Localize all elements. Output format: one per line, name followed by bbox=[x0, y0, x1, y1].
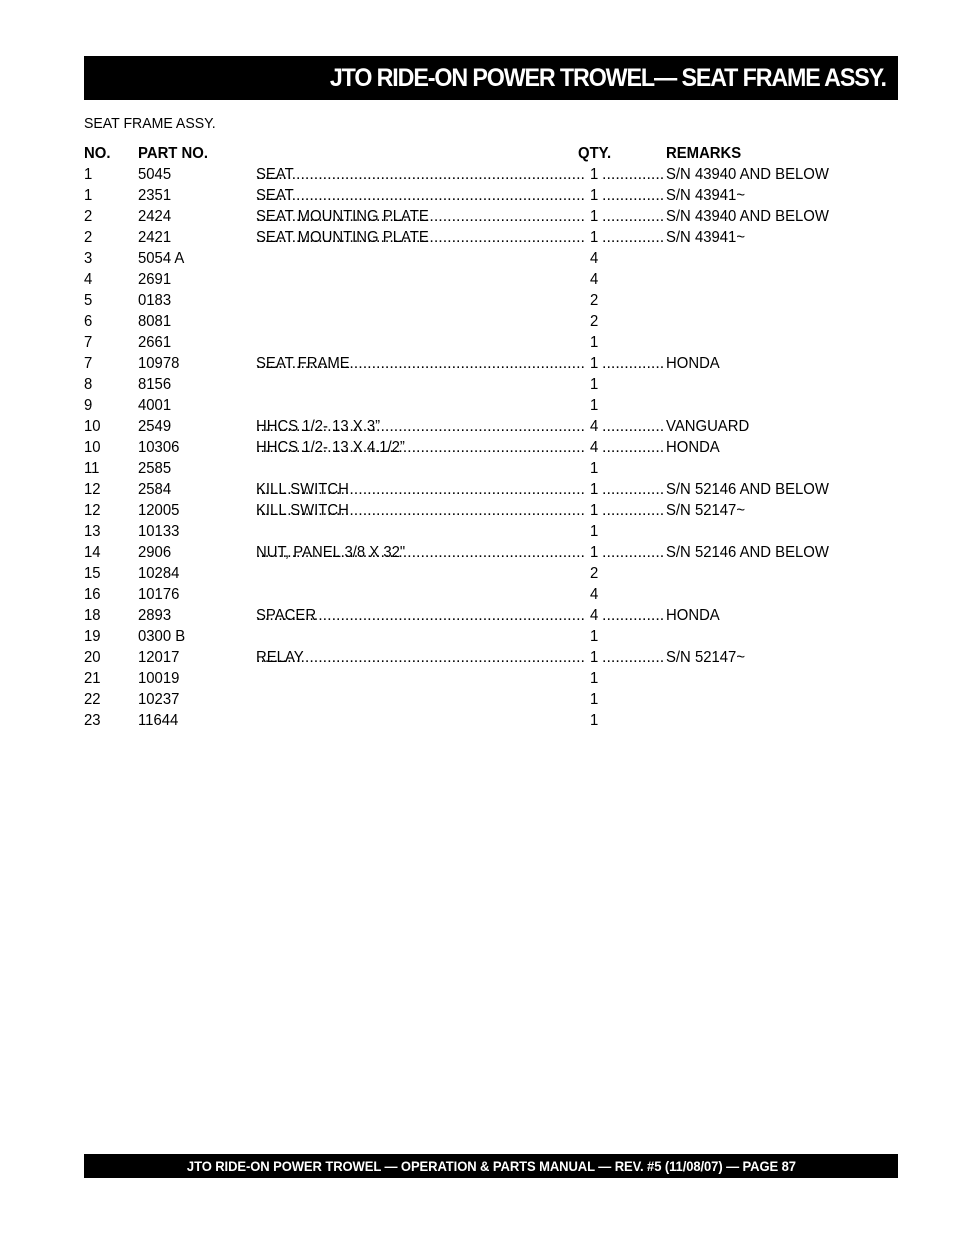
table-row: 1 5045 SEAT ..... 1 ..... S/N 43940 AND BELOW bbox=[84, 164, 884, 185]
row-part-name: SEAT ..... bbox=[256, 164, 586, 185]
table-row: 13 10133 1 bbox=[84, 523, 599, 540]
table-row: 11 2585 1 bbox=[84, 460, 599, 477]
page-header-bar bbox=[84, 56, 898, 100]
table-row: 16 10176 4 bbox=[84, 586, 599, 603]
table-header-row: NO. PART NO. QTY. REMARKS bbox=[84, 145, 742, 162]
table-row: 21 10019 1 bbox=[84, 670, 599, 687]
table-row: 7 10978 SEAT FRAME ..... 1 ..... HONDA bbox=[84, 353, 884, 374]
row-part-name: HHCS 1/2- 13 X 4.1/2” ..... bbox=[256, 437, 586, 458]
parts-table bbox=[84, 143, 884, 731]
table-row: 3 5054 A 4 bbox=[84, 250, 599, 267]
row-leader-dots bbox=[602, 500, 664, 521]
table-row: 8 8156 1 bbox=[84, 376, 599, 393]
table-row: 20 12017 RELAY ..... 1 ..... S/N 52147~ bbox=[84, 647, 884, 668]
table-row: 9 4001 1 bbox=[84, 397, 599, 414]
row-part-name: SEAT FRAME ..... bbox=[256, 353, 586, 374]
row-part-name: SEAT ..... bbox=[256, 185, 586, 206]
row-leader-dots bbox=[602, 647, 664, 668]
table-row: 12 2584 KILL SWITCH ..... 1 ..... S/N 52146 AND BELOW bbox=[84, 479, 884, 500]
row-leader-dots bbox=[602, 353, 664, 374]
page-footer-bar bbox=[84, 1154, 898, 1178]
table-row: 10 2549 HHCS 1/2- 13 X 3” ..... 4 ..... VANGUARD bbox=[84, 416, 884, 437]
table-row: 6 8081 2 bbox=[84, 313, 599, 330]
row-part-name: SEAT MOUNTING PLATE ..... bbox=[256, 206, 586, 227]
table-row: 1 2351 SEAT ..... 1 ..... S/N 43941~ bbox=[84, 185, 884, 206]
row-part-name: RELAY ..... bbox=[256, 647, 586, 668]
footer-text: JTO RIDE-ON POWER TROWEL — OPERATION & PARTS MANUAL — REV. #5 (11/08/07) — PAGE 87 bbox=[186, 1158, 796, 1174]
row-leader-dots bbox=[602, 479, 664, 500]
table-row: 2 2421 SEAT MOUNTING PLATE ..... 1 ..... S/N 43941~ bbox=[84, 227, 884, 248]
row-part-name: KILL SWITCH ..... bbox=[256, 479, 586, 500]
table-row: 18 2893 SPACER ..... 4 ..... HONDA bbox=[84, 605, 884, 626]
table-row: 10 10306 HHCS 1/2- 13 X 4.1/2” ..... 4 ..... HONDA bbox=[84, 437, 884, 458]
table-row: 15 10284 2 bbox=[84, 565, 599, 582]
row-part-name: NUT, PANEL 3/8 X 32" ..... bbox=[256, 542, 586, 563]
table-body bbox=[84, 164, 884, 731]
table-row: 19 0300 B 1 bbox=[84, 628, 599, 645]
row-leader-dots bbox=[602, 206, 664, 227]
row-leader-dots bbox=[602, 164, 664, 185]
table-row: 7 2661 1 bbox=[84, 334, 599, 351]
section-label: SEAT FRAME ASSY. bbox=[84, 115, 216, 132]
row-part-name: HHCS 1/2- 13 X 3” ..... bbox=[256, 416, 586, 437]
row-leader-dots bbox=[602, 227, 664, 248]
row-part-name: SPACER ..... bbox=[256, 605, 586, 626]
table-row: 4 2691 4 bbox=[84, 271, 599, 288]
table-row: 14 2906 NUT, PANEL 3/8 X 32" ..... 1 ..... S/N 52146 AND BELOW bbox=[84, 542, 884, 563]
table-row: 2 2424 SEAT MOUNTING PLATE ..... 1 ..... S/N 43940 AND BELOW bbox=[84, 206, 884, 227]
row-leader-dots bbox=[602, 416, 664, 437]
table-row: 23 11644 1 bbox=[84, 712, 599, 729]
row-leader-dots bbox=[602, 542, 664, 563]
table-row: 12 12005 KILL SWITCH ..... 1 ..... S/N 52147~ bbox=[84, 500, 884, 521]
page-title: JTO RIDE-ON POWER TROWEL— SEAT FRAME ASSY. bbox=[330, 63, 886, 92]
row-part-name: KILL SWITCH ..... bbox=[256, 500, 586, 521]
row-leader-dots bbox=[602, 437, 664, 458]
row-leader-dots bbox=[602, 605, 664, 626]
row-leader-dots bbox=[602, 185, 664, 206]
table-row: 22 10237 1 bbox=[84, 691, 599, 708]
table-row: 5 0183 2 bbox=[84, 292, 599, 309]
row-part-name: SEAT MOUNTING PLATE ..... bbox=[256, 227, 586, 248]
